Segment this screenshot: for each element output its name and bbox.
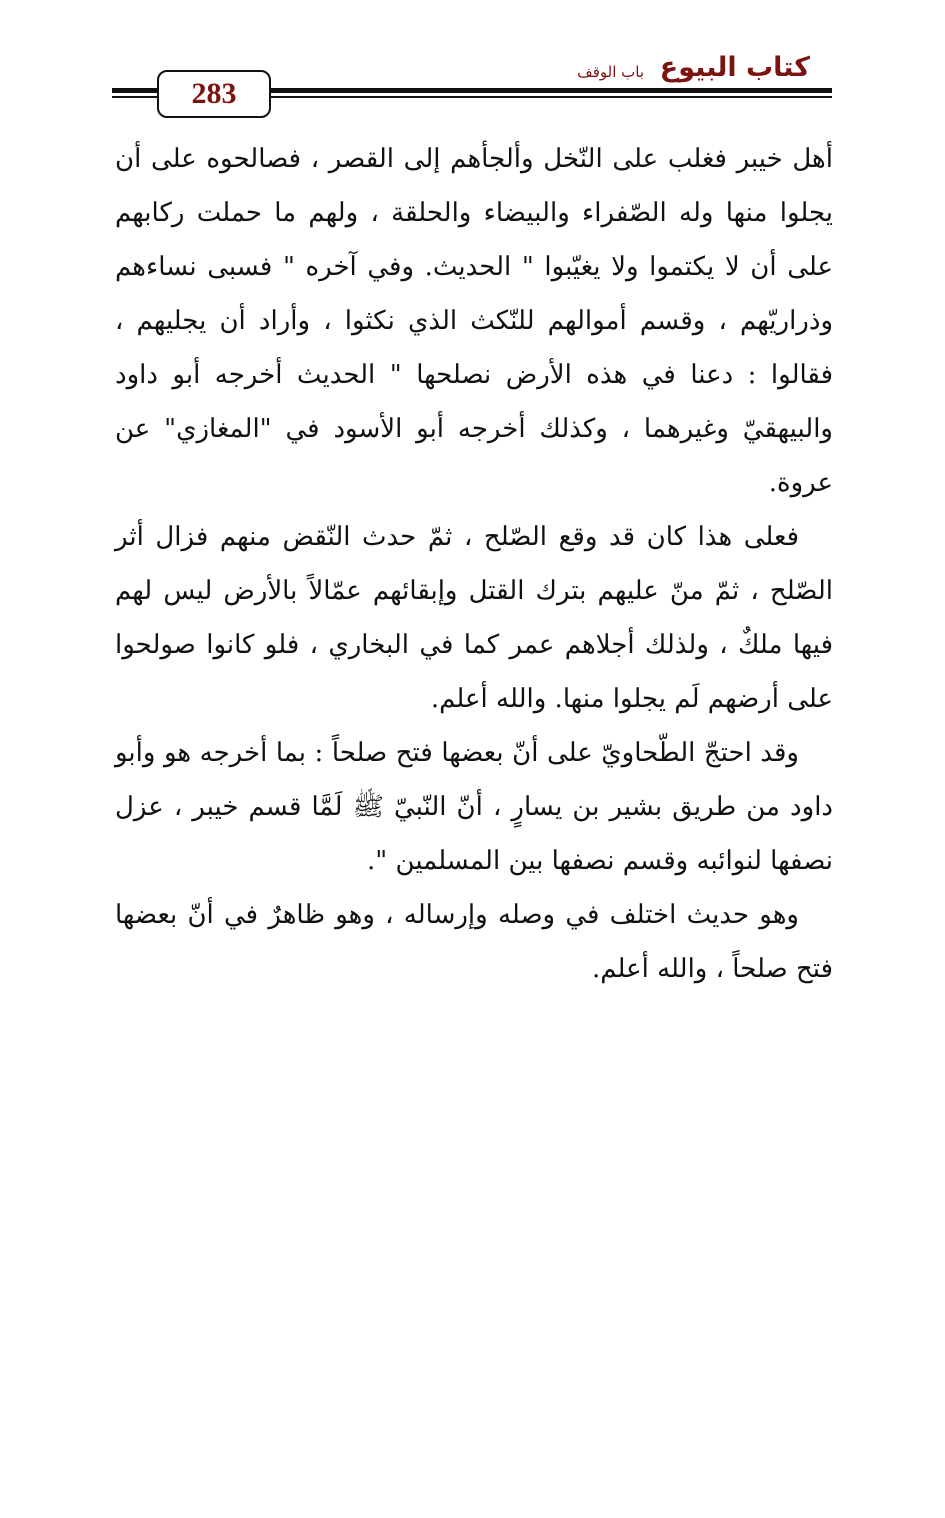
page-body: [115, 132, 833, 996]
paragraph-2: فعلى هذا كان قد وقع الصّلح ، ثمّ حدث النّقض منهم فزال أثر الصّلح ، ثمّ منّ عليهم بترك القتل وإبقائهم عمّالاً بالأرض ليس لهم فيها ملكٌ ، ولذلك أجلاهم عمر كما في البخاري ، فلو كانوا صولحوا على أرضهم لَم يجلوا منها. والله أعلم.: [115, 522, 833, 714]
page-header: [112, 50, 832, 130]
page-number: 283: [157, 70, 271, 118]
book-title: كتاب البيوع: [659, 52, 810, 83]
paragraph-1: أهل خيبر فغلب على النّخل وألجأهم إلى القصر ، فصالحوه على أن يجلوا منها وله الصّفراء والبيضاء والحلقة ، ولهم ما حملت ركابهم على أن لا يكتموا ولا يغيّبوا " الحديث. وفي آخره " فسبى نساءهم وذراريّهم ، وقسم أموالهم للنّكث الذي نكثوا ، وأراد أن يجليهم ، فقالوا : دعنا في هذه الأرض نصلحها " الحديث أخرجه أبو داود والبيهقيّ وغيرهما ، وكذلك أخرجه أبو الأسود في "المغازي" عن عروة.: [115, 144, 833, 498]
paragraph-3: وقد احتجّ الطّحاويّ على أنّ بعضها فتح صلحاً : بما أخرجه هو وأبو داود من طريق بشير بن يسارٍ ، أنّ النّبيّ ﷺ لَمَّا قسم خيبر ، عزل نصفها لنوائبه وقسم نصفها بين المسلمين ".: [115, 738, 833, 876]
paragraph-4: وهو حديث اختلف في وصله وإرساله ، وهو ظاهرٌ في أنّ بعضها فتح صلحاً ، والله أعلم.: [115, 900, 833, 984]
chapter-title: باب الوقف: [577, 63, 644, 81]
